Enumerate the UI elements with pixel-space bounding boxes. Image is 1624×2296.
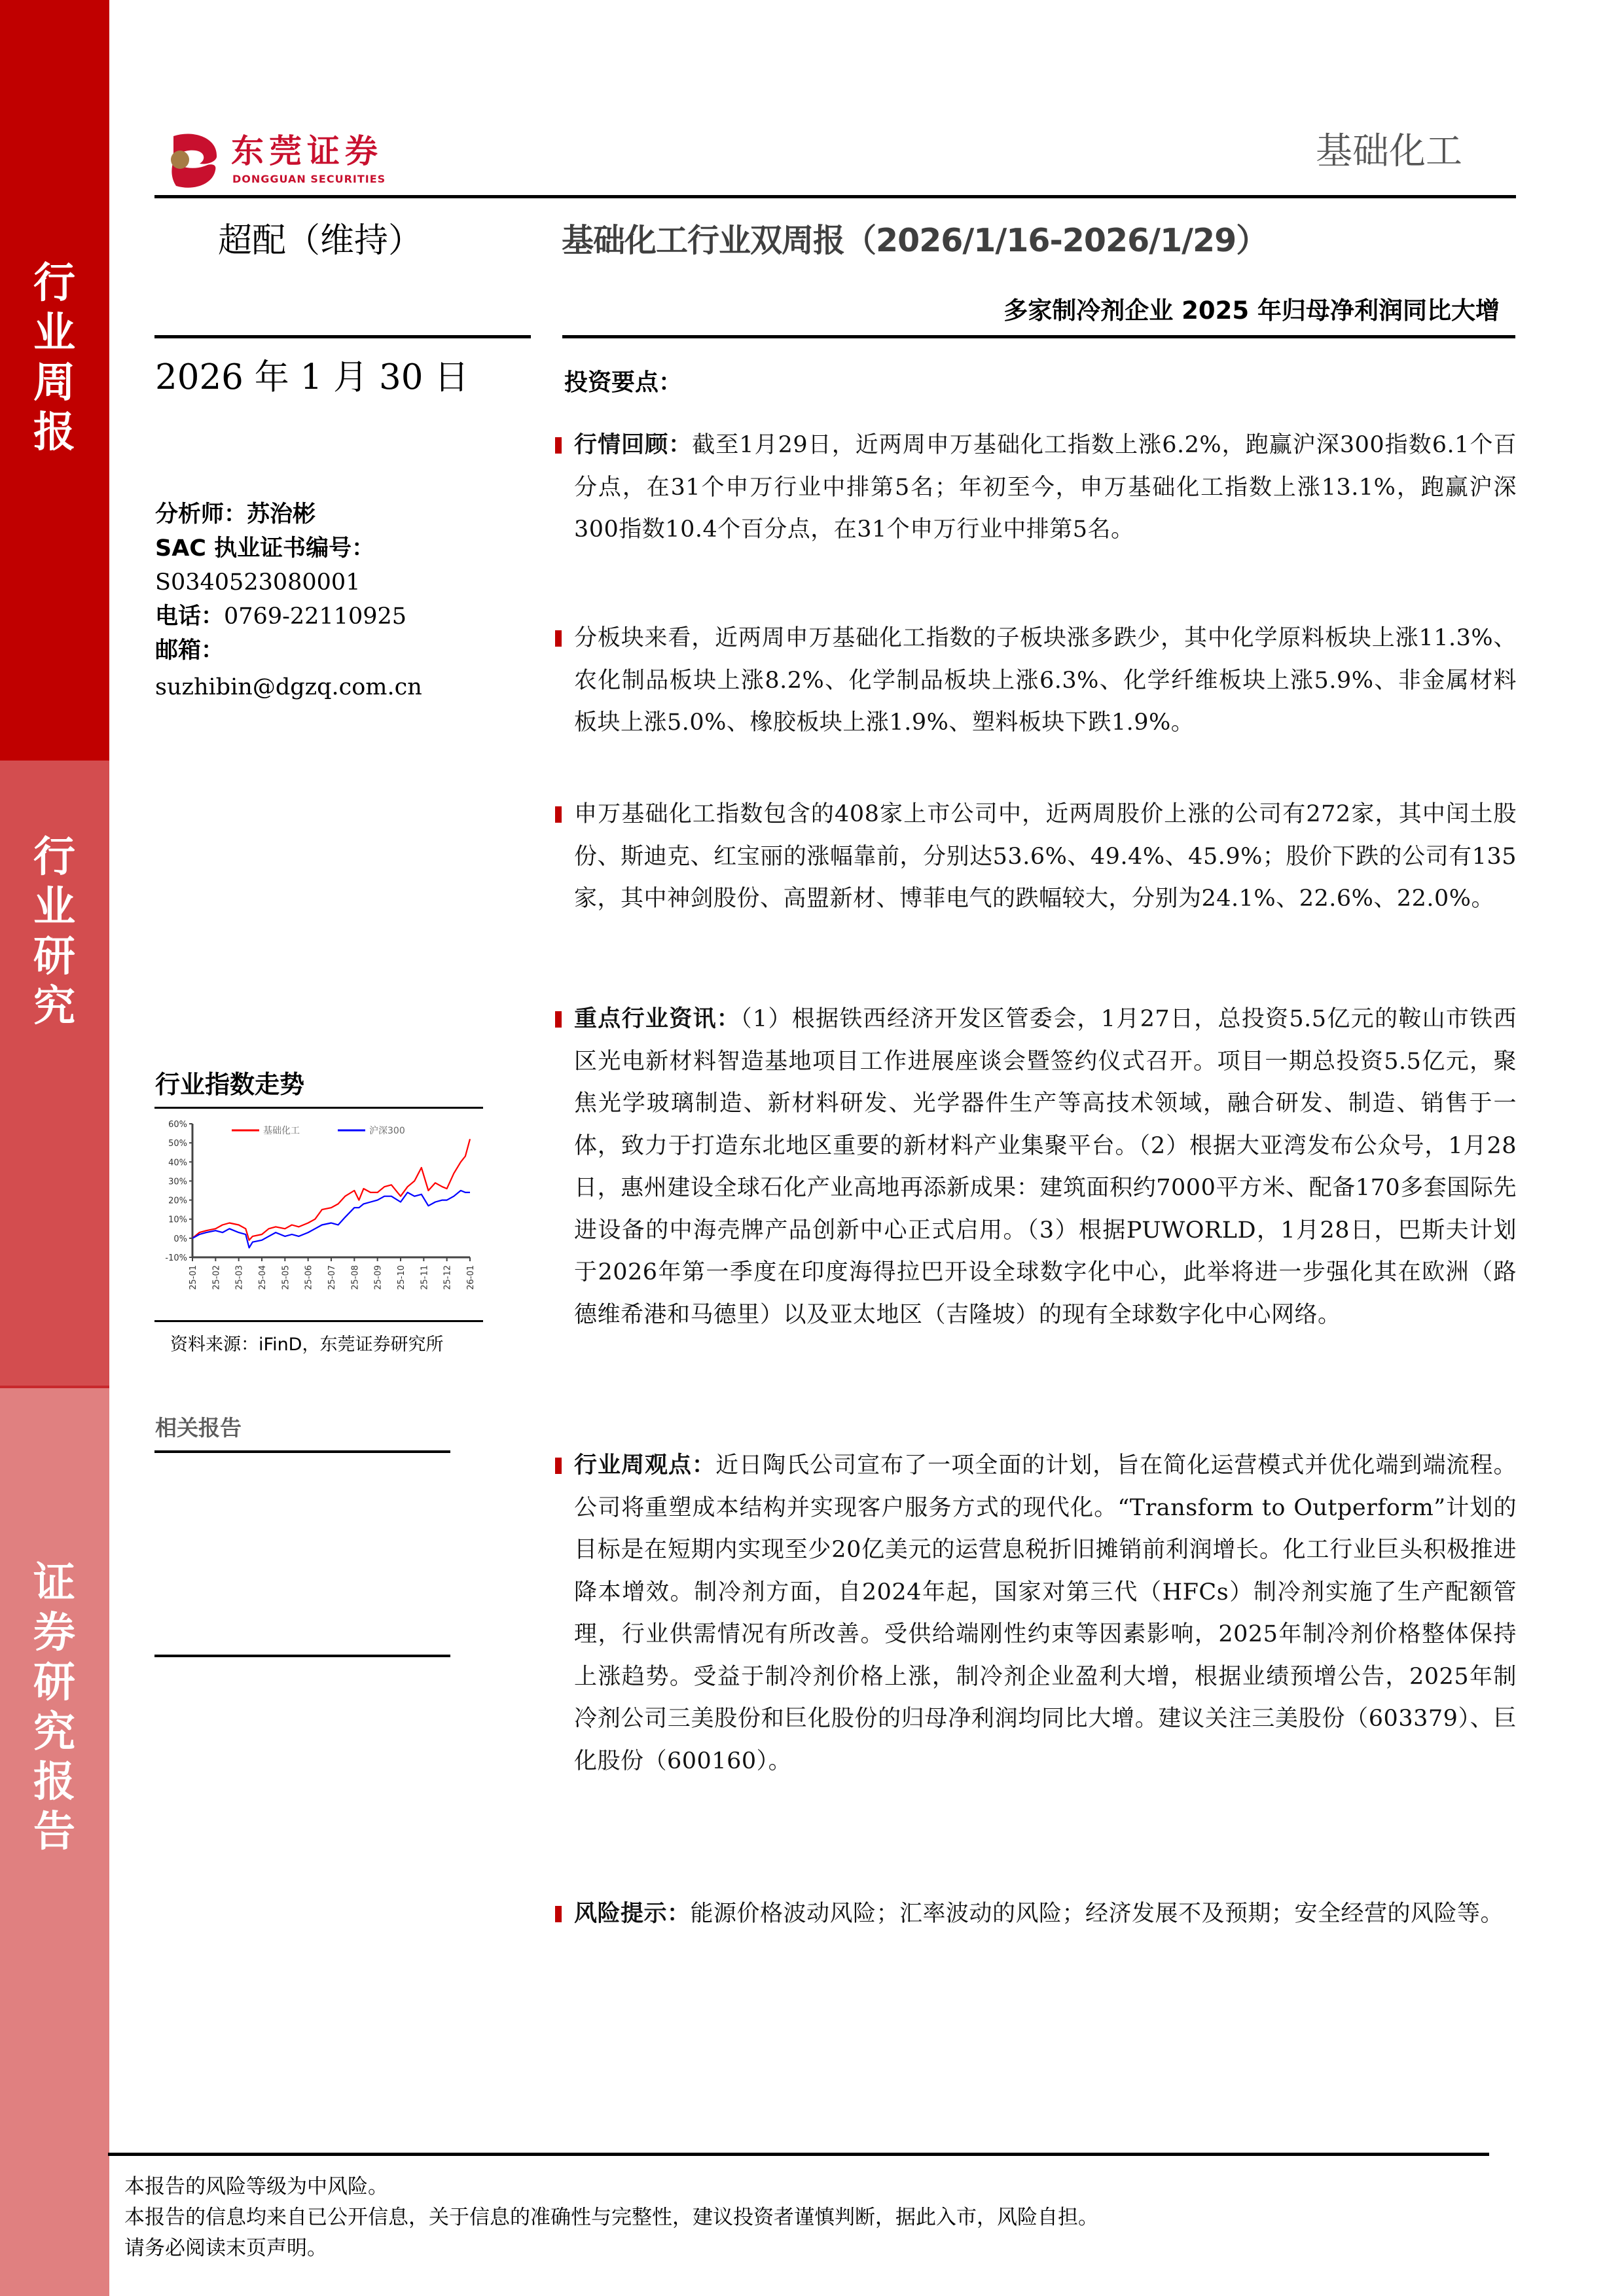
phone-label: 电话： [155, 603, 225, 630]
x-tick-label: 25-09 [373, 1265, 384, 1290]
investment-highlights-heading: 投资要点： [564, 369, 683, 396]
main-column-rule [562, 335, 1515, 338]
footer-rule [108, 2153, 1489, 2156]
analyst-name-row [155, 497, 316, 531]
bullet-marker [555, 630, 562, 647]
x-tick-label: 25-04 [258, 1265, 268, 1290]
logo-en: DONGGUAN SECURITIES [232, 173, 386, 185]
bullet-marker [555, 806, 562, 823]
bullet-marker [555, 1906, 562, 1922]
sac-label-row [155, 531, 374, 565]
report-subtitle: 多家制冷剂企业 2025 年归母净利润同比大增 [1003, 296, 1500, 325]
sidebar-char: 报 [33, 1758, 75, 1806]
logo-cn: 东莞证券 [231, 132, 383, 170]
phone-row [155, 600, 406, 634]
x-tick-label: 25-11 [420, 1265, 430, 1290]
sidebar-label-securities-report [29, 1558, 79, 1857]
x-tick-label: 25-10 [397, 1265, 406, 1290]
y-tick-label: 30% [168, 1177, 187, 1187]
sidebar-char: 证 [33, 1559, 75, 1607]
related-reports-top-rule [154, 1450, 450, 1453]
logo-mark-icon [167, 131, 219, 190]
bullet-companies [574, 793, 1517, 920]
x-tick-label: 25-06 [304, 1265, 314, 1290]
footer-disclaimer: 本报告的信息均来自已公开信息，关于信息的准确性与完整性，建议投资者谨慎判断，据此入市，风险自担。 [124, 2206, 1098, 2229]
industry-index-chart [154, 1116, 482, 1312]
sidebar-block-industry-research [0, 761, 109, 1388]
sidebar-char: 行 [33, 259, 75, 308]
rating: 超配（维持） [218, 221, 423, 260]
left-column-rule [154, 335, 531, 338]
header-rule [154, 195, 1516, 198]
x-tick-label: 25-12 [442, 1265, 453, 1290]
y-tick-label: 0% [173, 1234, 187, 1244]
legend-label: 基础化工 [263, 1126, 300, 1136]
bullet-body: 截至1月29日，近两周申万基础化工指数上涨6.2%，跑赢沪深300指数6.1个百分点，在31个申万行业中排第5名；年初至今，申万基础化工指数上涨13.1%，跑赢沪深300指数10.4个百分点，在31个申万行业中排第5名。 [574, 432, 1517, 543]
bullet-lead: 风险提示： [574, 1901, 691, 1927]
header-sector: 基础化工 [1316, 130, 1462, 173]
analyst-name: 苏治彬 [247, 501, 316, 528]
series-line-csi300 [192, 1191, 470, 1247]
sidebar-char: 究 [33, 1708, 75, 1757]
bullet-industry-news [574, 998, 1517, 1336]
phone-number: 0769-22110925 [224, 603, 407, 630]
sac-number: S0340523080001 [155, 569, 361, 596]
y-tick-label: 50% [168, 1139, 187, 1149]
chart-heading-rule [154, 1107, 483, 1109]
sidebar-block-securities-report [0, 1388, 109, 2296]
sidebar-char: 究 [33, 982, 75, 1031]
related-reports-heading: 相关报告 [155, 1415, 242, 1441]
x-tick-label: 25-08 [350, 1265, 361, 1290]
sac-label: SAC 执业证书编号： [155, 535, 375, 562]
email-label-row [155, 634, 224, 668]
bullet-weekly-view [574, 1444, 1517, 1782]
bullet-body: （1）根据铁西经济开发区管委会，1月27日，总投资5.5亿元的鞍山市铁西区光电新材料智造基地项目工作进展座谈会暨签约仪式召开。项目一期总投资5.5亿元，聚焦光学玻璃制造、新材料研发、光学器件生产等高技术领域，融合研发、制造、销售于一体，致力于打造东北地区重要的新材料产业集聚平台。（2）根据大亚湾发布公众号，1月28日，惠州建设全球石化产业高地再添新成果：建筑面积约7000平方米、配备170多套国际先进设备的中海壳牌产品创新中心正式启用。（3）根据PUWORLD，1月28日，巴斯夫计划于2026年第一季度在印度海得拉巴开设全球数字化中心，此举将进一步强化其在欧洲（路德维希港和马德里）以及亚太地区（吉隆坡）的现有全球数字化中心网络。 [574, 1006, 1517, 1328]
sidebar-char: 行 [33, 833, 75, 882]
y-tick-label: 10% [168, 1215, 187, 1225]
bullet-marker [555, 1011, 562, 1028]
chart-source-rule [154, 1320, 483, 1322]
sidebar-label-weekly [29, 259, 79, 457]
x-tick-label: 26-01 [466, 1265, 476, 1290]
analyst-name-label: 分析师： [155, 501, 247, 528]
sidebar-char: 券 [33, 1609, 75, 1657]
legend-label: 沪深300 [369, 1126, 405, 1136]
sidebar-char: 业 [33, 309, 75, 357]
sidebar-char: 告 [33, 1808, 75, 1856]
company-logo [167, 131, 403, 193]
x-tick-label: 25-05 [281, 1265, 291, 1290]
x-tick-label: 25-07 [327, 1265, 337, 1290]
bullet-body: 申万基础化工指数包含的408家上市公司中，近两周股价上涨的公司有272家，其中闰土股份、斯迪克、红宝丽的涨幅靠前，分别达53.6%、49.4%、45.9%；股价下跌的公司有135家，其中神剑股份、高盟新材、博菲电气的跌幅较大，分别为24.1%、22.6%、22.0%。 [574, 801, 1517, 912]
bullet-lead: 行业周观点： [574, 1452, 716, 1479]
bullet-marker [555, 437, 562, 454]
bullet-risk-warning [574, 1893, 1517, 1935]
email-link[interactable]: suzhibin@dgzq.com.cn [155, 674, 422, 700]
bullet-body: 能源价格波动风险；汇率波动的风险；经济发展不及预期；安全经营的风险等。 [690, 1901, 1504, 1927]
sidebar-block-weekly [0, 0, 109, 761]
report-title: 基础化工行业双周报（2026/1/16-2026/1/29） [562, 222, 1268, 259]
y-tick-label: 20% [168, 1196, 187, 1206]
sidebar-char: 报 [33, 408, 75, 457]
related-reports-bottom-rule [154, 1655, 450, 1657]
chart-heading: 行业指数走势 [155, 1070, 305, 1099]
series-line-basic-chemicals [192, 1139, 470, 1240]
bullet-subsectors [574, 617, 1517, 744]
y-tick-label: 60% [168, 1120, 187, 1130]
x-tick-label: 25-03 [234, 1265, 245, 1290]
sidebar-char: 业 [33, 883, 75, 931]
bullet-market-review [574, 424, 1517, 551]
x-tick-label: 25-01 [189, 1265, 198, 1290]
bullet-marker [555, 1458, 562, 1474]
bullet-body: 分板块来看，近两周申万基础化工指数的子板块涨多跌少，其中化学原料板块上涨11.3%、农化制品板块上涨8.2%、化学制品板块上涨6.3%、化学纤维板块上涨5.9%、非金属材料板块上涨5.0%、橡胶板块上涨1.9%、塑料板块下跌1.9%。 [574, 625, 1517, 736]
y-tick-label: -10% [165, 1253, 187, 1263]
sidebar-char: 研 [33, 1659, 75, 1707]
y-tick-label: 40% [168, 1158, 187, 1168]
bullet-body: 近日陶氏公司宣布了一项全面的计划，旨在简化运营模式并优化端到端流程。公司将重塑成本结构并实现客户服务方式的现代化。“Transform to Outperform”计划的目标是在短期内实现至少20亿美元的运营息税折旧摊销前利润增长。化工行业巨头积极推进降本增效。制冷剂方面，自2024年起，国家对第三代（HFCs）制冷剂实施了生产配额管理，行业供需情况有所改善。受供给端刚性约束等因素影响，2025年制冷剂价格整体保持上涨趋势。受益于制冷剂价格上涨，制冷剂企业盈利大增，根据业绩预增公告，2025年制冷剂公司三美股份和巨化股份的归母净利润均同比大增。建议关注三美股份（603379）、巨化股份（600160）。 [574, 1452, 1517, 1774]
bullet-lead: 行情回顾： [574, 432, 693, 458]
report-date: 2026 年 1 月 30 日 [155, 357, 469, 397]
footer-risk-level: 本报告的风险等级为中风险。 [124, 2175, 388, 2198]
bullet-lead: 重点行业资讯： [574, 1006, 741, 1032]
sidebar-label-industry-research [29, 833, 79, 1031]
chart-source: 资料来源：iFinD，东莞证券研究所 [170, 1335, 444, 1355]
footer-read-statement: 请务必阅读末页声明。 [124, 2236, 327, 2260]
x-tick-label: 25-02 [211, 1265, 222, 1290]
sidebar-char: 研 [33, 933, 75, 981]
sidebar-char: 周 [33, 359, 75, 407]
email-label: 邮箱： [155, 637, 225, 664]
